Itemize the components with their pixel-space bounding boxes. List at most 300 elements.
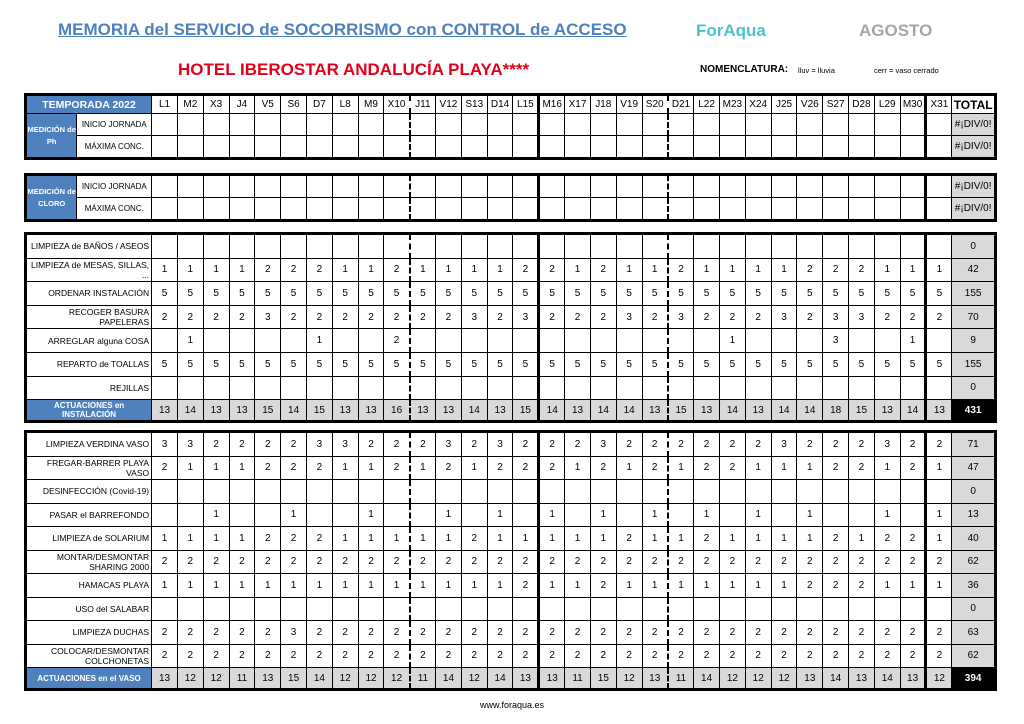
day-cell bbox=[513, 114, 539, 136]
day-header: J25 bbox=[771, 96, 797, 114]
day-value bbox=[255, 480, 281, 504]
day-value: 2 bbox=[177, 644, 203, 668]
summary-label: ACTUACIONES en el VASO bbox=[27, 668, 152, 689]
day-value: 2 bbox=[539, 621, 565, 645]
day-value bbox=[616, 235, 642, 259]
day-value bbox=[487, 376, 513, 400]
day-value: 1 bbox=[281, 574, 307, 598]
day-value bbox=[436, 329, 462, 353]
row-label: LIMPIEZA de MESAS, SILLAS, ... bbox=[27, 258, 152, 282]
day-cell bbox=[849, 198, 875, 220]
chlorine-table bbox=[26, 175, 995, 220]
summary-value: 13 bbox=[539, 668, 565, 689]
summary-value: 14 bbox=[281, 400, 307, 421]
day-value: 2 bbox=[565, 550, 591, 574]
summary-value: 13 bbox=[203, 400, 229, 421]
row-label: DESINFECCIÓN (Covid-19) bbox=[27, 480, 152, 504]
day-value: 2 bbox=[436, 305, 462, 329]
day-value: 2 bbox=[255, 621, 281, 645]
day-value: 2 bbox=[590, 550, 616, 574]
day-value: 1 bbox=[668, 527, 694, 551]
day-value bbox=[332, 235, 358, 259]
day-value: 1 bbox=[694, 503, 720, 527]
day-value: 5 bbox=[332, 352, 358, 376]
day-value: 2 bbox=[203, 621, 229, 645]
day-cell bbox=[771, 114, 797, 136]
table-row bbox=[27, 235, 995, 259]
day-cell bbox=[771, 136, 797, 158]
day-value: 2 bbox=[823, 456, 849, 480]
day-cell bbox=[926, 176, 952, 198]
day-value bbox=[926, 329, 952, 353]
day-value: 5 bbox=[745, 282, 771, 306]
day-value: 2 bbox=[513, 574, 539, 598]
day-value: 5 bbox=[590, 282, 616, 306]
day-cell bbox=[539, 176, 565, 198]
day-header: X10 bbox=[384, 96, 410, 114]
day-value: 5 bbox=[771, 352, 797, 376]
day-value bbox=[642, 480, 668, 504]
day-value: 2 bbox=[694, 621, 720, 645]
day-value: 2 bbox=[849, 550, 875, 574]
day-value bbox=[332, 376, 358, 400]
day-value: 3 bbox=[332, 433, 358, 457]
day-value: 5 bbox=[797, 352, 823, 376]
summary-value: 14 bbox=[719, 400, 745, 421]
day-value bbox=[590, 480, 616, 504]
day-value bbox=[306, 376, 332, 400]
day-cell bbox=[823, 176, 849, 198]
day-value bbox=[177, 376, 203, 400]
day-cell bbox=[255, 176, 281, 198]
day-value bbox=[461, 503, 487, 527]
day-value: 3 bbox=[823, 329, 849, 353]
day-value bbox=[487, 329, 513, 353]
day-value bbox=[332, 503, 358, 527]
day-value: 1 bbox=[539, 574, 565, 598]
day-value: 5 bbox=[177, 352, 203, 376]
day-value: 2 bbox=[590, 621, 616, 645]
day-value: 1 bbox=[745, 527, 771, 551]
day-cell bbox=[410, 198, 436, 220]
summary-value: 14 bbox=[616, 400, 642, 421]
day-value: 2 bbox=[487, 305, 513, 329]
day-value: 5 bbox=[332, 282, 358, 306]
day-value: 2 bbox=[539, 433, 565, 457]
day-value: 2 bbox=[384, 258, 410, 282]
day-value: 3 bbox=[152, 433, 178, 457]
day-value bbox=[281, 329, 307, 353]
day-value: 1 bbox=[745, 503, 771, 527]
day-value bbox=[745, 376, 771, 400]
day-value: 1 bbox=[771, 574, 797, 598]
day-value: 1 bbox=[332, 456, 358, 480]
day-value: 5 bbox=[306, 282, 332, 306]
day-value: 1 bbox=[410, 258, 436, 282]
day-value bbox=[719, 597, 745, 621]
day-value: 5 bbox=[487, 282, 513, 306]
day-cell bbox=[229, 198, 255, 220]
day-value: 1 bbox=[668, 574, 694, 598]
summary-total: 431 bbox=[952, 400, 995, 421]
day-value bbox=[616, 376, 642, 400]
day-value bbox=[203, 329, 229, 353]
table-row bbox=[27, 480, 995, 504]
table-row bbox=[27, 550, 995, 574]
day-value: 2 bbox=[771, 550, 797, 574]
summary-value: 12 bbox=[332, 668, 358, 689]
day-value: 5 bbox=[203, 352, 229, 376]
day-cell bbox=[410, 114, 436, 136]
row-label: MONTAR/DESMONTAR SHARING 2000 bbox=[27, 550, 152, 574]
day-value: 2 bbox=[203, 644, 229, 668]
day-value: 2 bbox=[797, 574, 823, 598]
row-total: #¡DIV/0! bbox=[952, 198, 995, 220]
day-value: 2 bbox=[874, 644, 900, 668]
day-value: 1 bbox=[926, 574, 952, 598]
row-total: #¡DIV/0! bbox=[952, 114, 995, 136]
day-value: 2 bbox=[306, 305, 332, 329]
day-value: 5 bbox=[642, 282, 668, 306]
day-cell bbox=[694, 114, 720, 136]
summary-value: 13 bbox=[255, 668, 281, 689]
day-value: 2 bbox=[900, 527, 926, 551]
season-header: TEMPORADA 2022 bbox=[27, 96, 152, 114]
day-value: 2 bbox=[694, 527, 720, 551]
summary-value: 13 bbox=[642, 400, 668, 421]
day-value bbox=[823, 235, 849, 259]
day-value bbox=[513, 503, 539, 527]
day-value bbox=[797, 329, 823, 353]
day-value: 1 bbox=[642, 258, 668, 282]
row-label: PASAR el BARREFONDO bbox=[27, 503, 152, 527]
day-value: 2 bbox=[590, 574, 616, 598]
day-value: 2 bbox=[926, 621, 952, 645]
row-label: HAMACAS PLAYA bbox=[27, 574, 152, 598]
summary-value: 15 bbox=[849, 400, 875, 421]
day-value: 2 bbox=[616, 433, 642, 457]
day-value: 3 bbox=[771, 305, 797, 329]
day-value bbox=[823, 376, 849, 400]
ph-table bbox=[26, 95, 995, 158]
day-value: 2 bbox=[719, 550, 745, 574]
summary-value: 12 bbox=[358, 668, 384, 689]
day-value bbox=[229, 503, 255, 527]
day-value bbox=[874, 329, 900, 353]
day-value bbox=[565, 597, 591, 621]
day-value: 2 bbox=[255, 550, 281, 574]
row-total: 47 bbox=[952, 456, 995, 480]
day-value: 1 bbox=[177, 574, 203, 598]
day-value bbox=[461, 235, 487, 259]
summary-value: 15 bbox=[281, 668, 307, 689]
day-cell bbox=[177, 176, 203, 198]
row-total: 0 bbox=[952, 597, 995, 621]
row-total: 42 bbox=[952, 258, 995, 282]
day-value: 2 bbox=[281, 456, 307, 480]
summary-value: 13 bbox=[152, 668, 178, 689]
row-label: REJILLAS bbox=[27, 376, 152, 400]
day-value bbox=[797, 376, 823, 400]
day-value bbox=[229, 480, 255, 504]
day-value bbox=[590, 235, 616, 259]
day-value: 5 bbox=[771, 282, 797, 306]
summary-value: 13 bbox=[849, 668, 875, 689]
day-value: 1 bbox=[926, 456, 952, 480]
day-value bbox=[900, 235, 926, 259]
measurement-label: MÁXIMA CONC. bbox=[77, 136, 152, 158]
summary-value: 12 bbox=[745, 668, 771, 689]
day-value: 1 bbox=[461, 258, 487, 282]
day-cell bbox=[539, 136, 565, 158]
day-value: 2 bbox=[642, 550, 668, 574]
summary-value: 14 bbox=[177, 400, 203, 421]
day-value bbox=[926, 235, 952, 259]
day-value: 3 bbox=[513, 305, 539, 329]
day-header: M16 bbox=[539, 96, 565, 114]
day-value: 5 bbox=[874, 282, 900, 306]
day-value: 2 bbox=[616, 550, 642, 574]
day-value: 2 bbox=[255, 258, 281, 282]
summary-value: 16 bbox=[384, 400, 410, 421]
day-cell bbox=[590, 176, 616, 198]
day-cell bbox=[668, 176, 694, 198]
day-cell bbox=[849, 114, 875, 136]
day-value: 1 bbox=[487, 527, 513, 551]
day-value: 2 bbox=[410, 621, 436, 645]
day-value: 1 bbox=[203, 503, 229, 527]
day-cell bbox=[410, 176, 436, 198]
day-value bbox=[565, 329, 591, 353]
day-header: V12 bbox=[436, 96, 462, 114]
day-value: 1 bbox=[229, 456, 255, 480]
summary-value: 11 bbox=[229, 668, 255, 689]
day-header: L22 bbox=[694, 96, 720, 114]
day-value: 1 bbox=[461, 456, 487, 480]
day-cell bbox=[539, 114, 565, 136]
day-value: 1 bbox=[358, 258, 384, 282]
day-value: 1 bbox=[152, 527, 178, 551]
summary-value: 14 bbox=[487, 668, 513, 689]
day-value: 1 bbox=[358, 527, 384, 551]
table-row bbox=[27, 574, 995, 598]
day-value: 2 bbox=[745, 621, 771, 645]
day-value: 1 bbox=[745, 574, 771, 598]
day-cell bbox=[384, 176, 410, 198]
row-label: LIMPIEZA VERDINA VASO bbox=[27, 433, 152, 457]
day-value bbox=[436, 597, 462, 621]
day-value: 2 bbox=[384, 621, 410, 645]
summary-value: 13 bbox=[410, 400, 436, 421]
day-value: 1 bbox=[590, 527, 616, 551]
day-value bbox=[152, 597, 178, 621]
day-cell bbox=[668, 198, 694, 220]
nomenclature-cerrado: cerr = vaso cerrado bbox=[874, 66, 939, 75]
day-cell bbox=[177, 198, 203, 220]
row-total: #¡DIV/0! bbox=[952, 136, 995, 158]
day-value bbox=[797, 235, 823, 259]
day-value: 2 bbox=[203, 433, 229, 457]
day-cell bbox=[900, 176, 926, 198]
day-cell bbox=[410, 136, 436, 158]
day-value: 1 bbox=[384, 527, 410, 551]
day-value: 5 bbox=[461, 352, 487, 376]
day-value: 2 bbox=[436, 621, 462, 645]
day-value: 1 bbox=[332, 574, 358, 598]
day-value: 5 bbox=[410, 282, 436, 306]
day-value: 2 bbox=[823, 574, 849, 598]
day-cell bbox=[384, 114, 410, 136]
summary-value: 12 bbox=[177, 668, 203, 689]
day-header: J11 bbox=[410, 96, 436, 114]
summary-value: 13 bbox=[358, 400, 384, 421]
day-value bbox=[306, 597, 332, 621]
day-value: 2 bbox=[152, 456, 178, 480]
summary-label: ACTUACIONES en INSTALACIÓN bbox=[27, 400, 152, 421]
day-value: 2 bbox=[281, 527, 307, 551]
day-value: 1 bbox=[900, 258, 926, 282]
day-value bbox=[642, 235, 668, 259]
day-cell bbox=[719, 176, 745, 198]
day-value: 2 bbox=[823, 621, 849, 645]
row-label: ARREGLAR alguna COSA bbox=[27, 329, 152, 353]
day-value bbox=[229, 329, 255, 353]
day-value: 1 bbox=[229, 527, 255, 551]
day-value: 5 bbox=[255, 282, 281, 306]
day-value: 2 bbox=[745, 550, 771, 574]
day-value: 2 bbox=[384, 644, 410, 668]
day-value: 2 bbox=[565, 644, 591, 668]
day-value: 2 bbox=[849, 574, 875, 598]
day-value: 1 bbox=[332, 258, 358, 282]
summary-value: 13 bbox=[874, 400, 900, 421]
day-header: D21 bbox=[668, 96, 694, 114]
day-value: 2 bbox=[616, 527, 642, 551]
summary-value: 13 bbox=[745, 400, 771, 421]
day-value: 1 bbox=[926, 503, 952, 527]
day-cell bbox=[590, 136, 616, 158]
day-value bbox=[229, 235, 255, 259]
day-value: 2 bbox=[229, 433, 255, 457]
day-value: 2 bbox=[152, 550, 178, 574]
day-value bbox=[694, 480, 720, 504]
row-label: USO del SALABAR bbox=[27, 597, 152, 621]
day-value: 2 bbox=[255, 433, 281, 457]
summary-value: 11 bbox=[410, 668, 436, 689]
day-value: 1 bbox=[229, 574, 255, 598]
day-cell bbox=[306, 136, 332, 158]
day-header: D28 bbox=[849, 96, 875, 114]
day-cell bbox=[436, 114, 462, 136]
day-value: 5 bbox=[926, 352, 952, 376]
day-cell bbox=[487, 176, 513, 198]
day-value: 1 bbox=[281, 503, 307, 527]
day-value bbox=[565, 376, 591, 400]
day-value: 2 bbox=[642, 644, 668, 668]
day-value bbox=[719, 376, 745, 400]
measurement-label: INICIO JORNADA bbox=[77, 176, 152, 198]
day-cell bbox=[565, 176, 591, 198]
day-value: 1 bbox=[745, 456, 771, 480]
summary-value: 14 bbox=[461, 400, 487, 421]
day-value bbox=[900, 503, 926, 527]
day-value bbox=[642, 329, 668, 353]
day-value: 1 bbox=[797, 503, 823, 527]
summary-value: 15 bbox=[306, 400, 332, 421]
day-cell bbox=[797, 114, 823, 136]
day-value: 2 bbox=[152, 305, 178, 329]
day-cell bbox=[849, 176, 875, 198]
measurement-label: MÁXIMA CONC. bbox=[77, 198, 152, 220]
day-value bbox=[565, 503, 591, 527]
day-value: 5 bbox=[436, 282, 462, 306]
day-value: 2 bbox=[590, 644, 616, 668]
day-value: 3 bbox=[874, 433, 900, 457]
day-value: 1 bbox=[694, 258, 720, 282]
day-value: 2 bbox=[823, 550, 849, 574]
day-value: 1 bbox=[616, 258, 642, 282]
day-cell bbox=[203, 198, 229, 220]
day-value bbox=[849, 503, 875, 527]
measurement-category: MEDICIÓN de Ph bbox=[27, 114, 77, 158]
row-total: 36 bbox=[952, 574, 995, 598]
day-cell bbox=[849, 136, 875, 158]
day-value: 2 bbox=[642, 433, 668, 457]
day-value: 1 bbox=[745, 258, 771, 282]
day-value bbox=[410, 329, 436, 353]
day-value bbox=[281, 235, 307, 259]
day-value bbox=[694, 376, 720, 400]
day-value bbox=[306, 235, 332, 259]
measurement-category: MEDICIÓN de CLORO bbox=[27, 176, 77, 220]
day-value bbox=[306, 503, 332, 527]
day-cell bbox=[513, 176, 539, 198]
day-value: 1 bbox=[900, 329, 926, 353]
day-value: 2 bbox=[229, 644, 255, 668]
day-cell bbox=[177, 114, 203, 136]
day-cell bbox=[487, 114, 513, 136]
day-cell bbox=[745, 198, 771, 220]
day-value: 2 bbox=[384, 550, 410, 574]
day-value: 2 bbox=[410, 644, 436, 668]
day-value bbox=[513, 597, 539, 621]
table-row bbox=[27, 305, 995, 329]
day-value bbox=[306, 480, 332, 504]
day-value bbox=[410, 503, 436, 527]
day-value: 2 bbox=[745, 433, 771, 457]
day-value bbox=[849, 376, 875, 400]
day-cell bbox=[203, 114, 229, 136]
day-value: 5 bbox=[900, 352, 926, 376]
day-value: 1 bbox=[719, 258, 745, 282]
day-value: 1 bbox=[900, 574, 926, 598]
day-header: D14 bbox=[487, 96, 513, 114]
day-value bbox=[771, 235, 797, 259]
day-cell bbox=[616, 136, 642, 158]
day-value: 2 bbox=[849, 456, 875, 480]
day-header: L8 bbox=[332, 96, 358, 114]
row-total: 63 bbox=[952, 621, 995, 645]
day-cell bbox=[255, 136, 281, 158]
day-value bbox=[487, 235, 513, 259]
table-row bbox=[27, 258, 995, 282]
day-cell bbox=[384, 136, 410, 158]
day-value: 5 bbox=[616, 282, 642, 306]
day-value: 2 bbox=[797, 550, 823, 574]
day-value: 2 bbox=[306, 550, 332, 574]
day-value bbox=[384, 480, 410, 504]
day-value: 5 bbox=[152, 282, 178, 306]
